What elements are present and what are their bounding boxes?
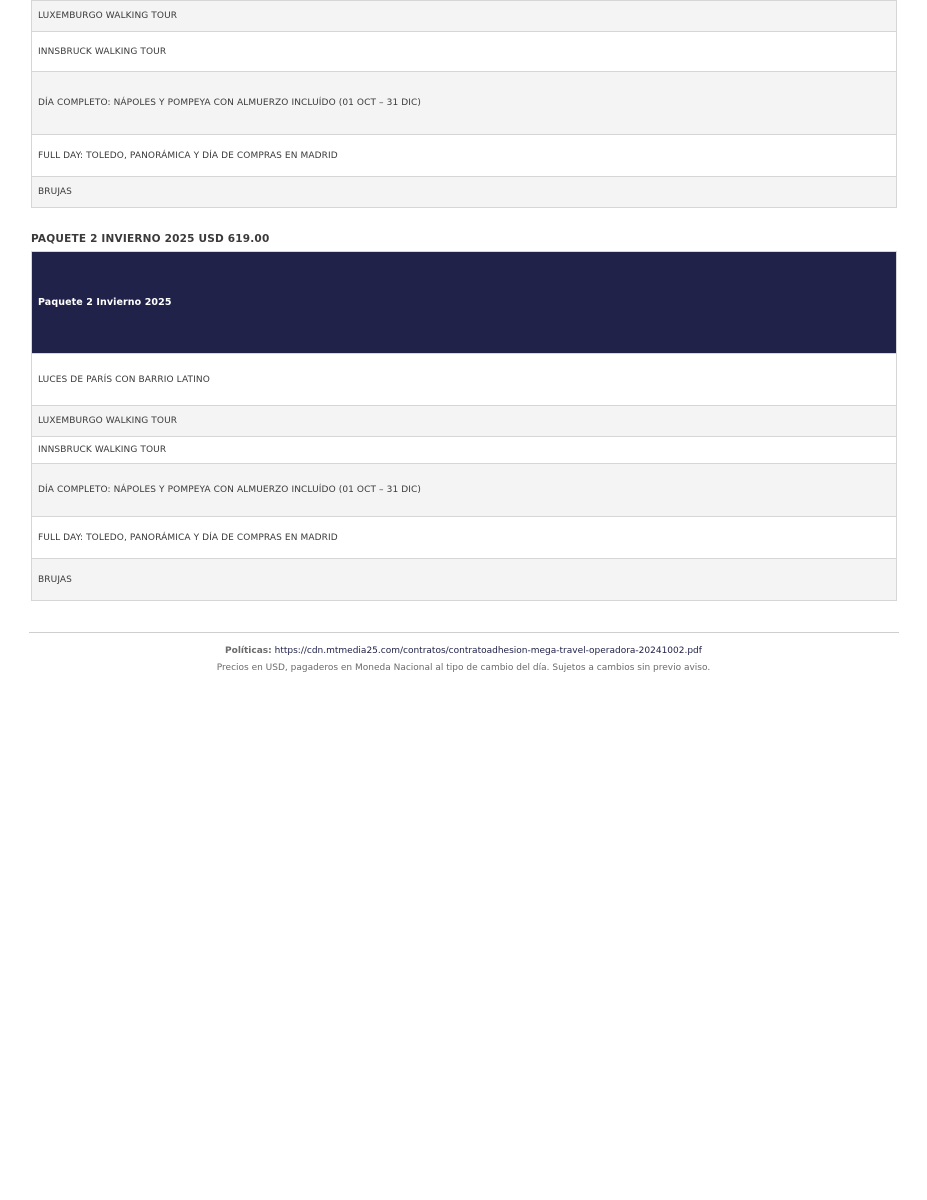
tours-table-1	[31, 0, 897, 208]
tour-name: BRUJAS	[38, 187, 72, 197]
tour-name: INNSBRUCK WALKING TOUR	[38, 445, 167, 455]
table-row	[32, 32, 896, 72]
tour-name: LUCES DE PARÍS CON BARRIO LATINO	[38, 374, 210, 385]
tour-name: INNSBRUCK WALKING TOUR	[38, 46, 167, 57]
table-row	[32, 1, 896, 32]
package-title: PAQUETE 2 INVIERNO 2025 USD 619.00	[31, 233, 270, 245]
table-row	[32, 437, 896, 464]
table-row	[32, 72, 896, 135]
table-row	[32, 135, 896, 177]
tour-name: DÍA COMPLETO: NÁPOLES Y POMPEYA CON ALMUERZO INCLUÍDO (01 OCT – 31 DIC)	[38, 98, 422, 108]
table-row	[32, 177, 896, 208]
tour-name: BRUJAS	[38, 574, 72, 585]
table-row	[32, 406, 896, 437]
policies-label: Políticas:	[225, 646, 272, 656]
table-row	[32, 354, 896, 406]
policies-link[interactable]: https://cdn.mtmedia25.com/contratos/contratoadhesion-mega-travel-operadora-20241002.pdf	[274, 646, 702, 656]
table-row	[32, 517, 896, 559]
tour-name: DÍA COMPLETO: NÁPOLES Y POMPEYA CON ALMUERZO INCLUÍDO (01 OCT – 31 DIC)	[38, 485, 422, 495]
table-header-label: Paquete 2 Invierno 2025	[38, 297, 172, 308]
footer-policies	[0, 646, 927, 656]
footer-divider	[29, 632, 899, 633]
table-header	[32, 252, 896, 354]
tours-table-2	[31, 251, 897, 601]
tour-name: FULL DAY: TOLEDO, PANORÁMICA Y DÍA DE COMPRAS EN MADRID	[38, 532, 338, 543]
tour-name: FULL DAY: TOLEDO, PANORÁMICA Y DÍA DE COMPRAS EN MADRID	[38, 150, 338, 161]
tour-name: LUXEMBURGO WALKING TOUR	[38, 416, 178, 426]
table-row	[32, 464, 896, 517]
tour-name: LUXEMBURGO WALKING TOUR	[38, 11, 178, 21]
table-row	[32, 559, 896, 601]
footer-disclaimer: Precios en USD, pagaderos en Moneda Nacional al tipo de cambio del día. Sujetos a cambios sin previo aviso.	[216, 663, 711, 673]
